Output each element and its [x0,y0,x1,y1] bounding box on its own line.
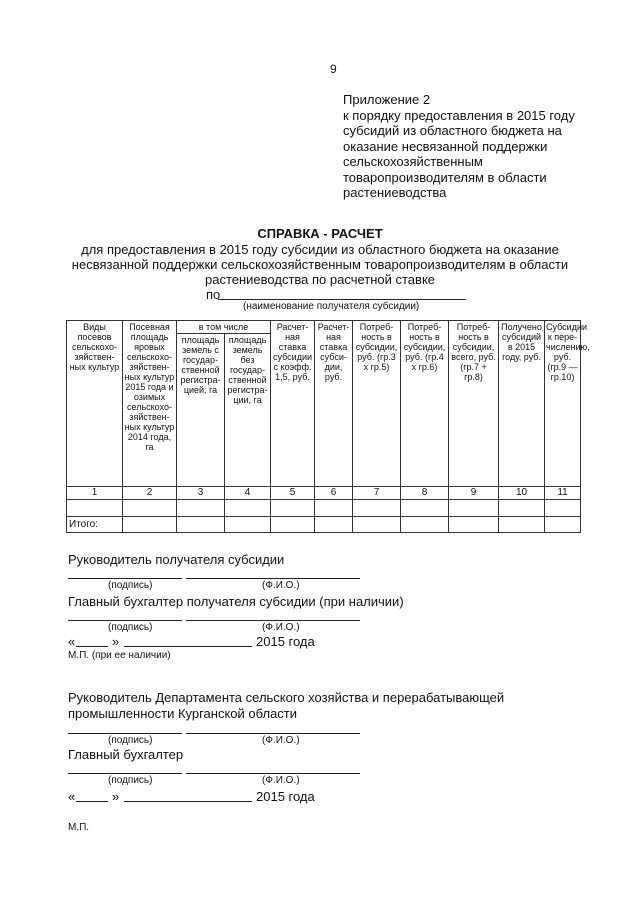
appendix-line: товаропроизводителям в области [343,169,547,185]
header-sown-area: Посевная площадь яровых сельскохо-зяйствен-ных культур 2015 года и озимых сельскохо-зяйствен-ных культур 2014 года, га [123,321,177,487]
column-number: 2 [123,487,177,500]
table-cell[interactable] [545,500,581,517]
table-cell[interactable] [353,500,401,517]
document-subtitle [60,242,580,287]
table-cell[interactable] [401,500,449,517]
appendix-line: субсидий из областного бюджета на [343,123,562,138]
date-close-quote: » [112,634,120,649]
head-signature-line[interactable] [68,578,182,579]
appendix-line: Приложение 2 [343,92,431,107]
page-number: 9 [330,62,337,76]
date-close-quote: » [112,789,120,804]
recipient-prefix: по [206,287,221,302]
header-need-col7: Потреб-ность в субсидии, руб. (гр.3 х гр.5) [353,321,401,487]
table-cell[interactable] [225,500,271,517]
table-row [67,500,581,517]
recipient-caption: (наименование получателя субсидии) [243,301,420,312]
column-number: 9 [449,487,499,500]
header-registered-land: площадь земель с государ-ственной регистра-цией, га [177,334,225,487]
subtitle-line: несвязанной поддержки сельскохозяйственным товаропроизводителям в области [71,257,569,272]
appendix-line: оказание несвязанной поддержки [343,138,548,154]
recipient-name-field[interactable] [218,299,466,300]
signature-caption: (подпись) [108,622,153,633]
name-caption: (Ф.И.О.) [262,622,300,633]
date-year: 2015 года [256,789,315,804]
header-rate-coeff: Расчет-ная ставка субсидии с коэфф. 1,5, руб. [271,321,315,487]
table-cell[interactable] [271,517,315,533]
header-received: Получено субсидий в 2015 году, руб. [499,321,545,487]
department-accountant-label: Главный бухгалтер [68,747,184,762]
recipient-head-label: Руководитель получателя субсидии [68,552,285,567]
dept-date-month-field[interactable] [124,801,252,802]
table-cell[interactable] [67,500,123,517]
table-cell[interactable] [545,517,581,533]
document-title: СПРАВКА - РАСЧЕТ [257,226,383,241]
date-open-quote: « [68,634,76,649]
date-month-field[interactable] [124,646,252,647]
table-cell[interactable] [177,517,225,533]
dept-date-day-field[interactable] [76,801,108,802]
accountant-signature-line[interactable] [68,620,182,621]
table-cell[interactable] [353,517,401,533]
column-number: 7 [353,487,401,500]
head-name-line[interactable] [186,578,360,579]
column-number: 3 [177,487,225,500]
total-row [67,517,581,533]
table-cell[interactable] [225,517,271,533]
accountant-name-line[interactable] [186,620,360,621]
calculation-table [66,320,590,533]
table-cell[interactable] [499,517,545,533]
table-cell[interactable] [401,517,449,533]
header-unregistered-land: площадь земель без государ-ственной регистра-ции, га [225,334,271,487]
signature-caption: (подпись) [108,775,153,786]
table-cell[interactable] [449,500,499,517]
column-number: 4 [225,487,271,500]
stamp-label: М.П. (при ее наличии) [68,650,171,661]
column-number: 1 [67,487,123,500]
date-year: 2015 года [256,634,315,649]
appendix-line: сельскохозяйственным [343,154,483,169]
date-day-field[interactable] [76,646,108,647]
department-head-label-line2: промышленности Курганской области [68,706,298,721]
appendix-header [343,92,613,201]
column-number: 8 [401,487,449,500]
table-cell[interactable] [449,517,499,533]
column-number: 10 [499,487,545,500]
table-cell[interactable] [123,500,177,517]
subtitle-line: растениеводства по расчетной ставке [204,272,436,287]
dept-head-signature-line[interactable] [68,733,182,734]
column-number: 6 [315,487,353,500]
table-cell[interactable] [177,500,225,517]
name-caption: (Ф.И.О.) [262,580,300,591]
subtitle-line: для предоставления в 2015 году субсидии из областного бюджета на оказание [81,242,559,257]
header-including: в том числе [177,321,271,334]
total-label: Итого: [67,517,123,533]
header-need-total: Потреб-ность в субсидии, всего, руб. (гр.7 + гр.8) [449,321,499,487]
dept-head-name-line[interactable] [186,733,360,734]
date-open-quote: « [68,789,76,804]
name-caption: (Ф.И.О.) [262,735,300,746]
table-cell[interactable] [271,500,315,517]
header-rate: Расчет-ная ставка субси-дии, руб. [315,321,353,487]
recipient-accountant-label: Главный бухгалтер получателя субсидии (при наличии) [68,594,404,609]
table-cell[interactable] [315,500,353,517]
table-cell[interactable] [499,500,545,517]
appendix-line: к порядку предоставления в 2015 году [343,107,575,123]
column-number: 5 [271,487,315,500]
signature-caption: (подпись) [108,580,153,591]
appendix-line: растениеводства [343,185,447,200]
table-cell[interactable] [123,517,177,533]
table-cell[interactable] [315,517,353,533]
column-number: 11 [545,487,581,500]
dept-accountant-signature-line[interactable] [68,773,182,774]
stamp-label: М.П. [68,822,90,833]
department-head-label-line1: Руководитель Департамента сельского хозяйства и перерабатывающей [68,690,505,705]
header-to-transfer: Субсидии к пере-числению, руб. (гр.9 — гр.10) [545,321,581,487]
header-crop-types: Виды посевов сельскохо-зяйствен-ных культур [67,321,123,487]
signature-caption: (подпись) [108,735,153,746]
dept-accountant-name-line[interactable] [186,773,360,774]
name-caption: (Ф.И.О.) [262,775,300,786]
header-need-col8: Потреб-ность в субсидии, руб. (гр.4 х гр.6) [401,321,449,487]
